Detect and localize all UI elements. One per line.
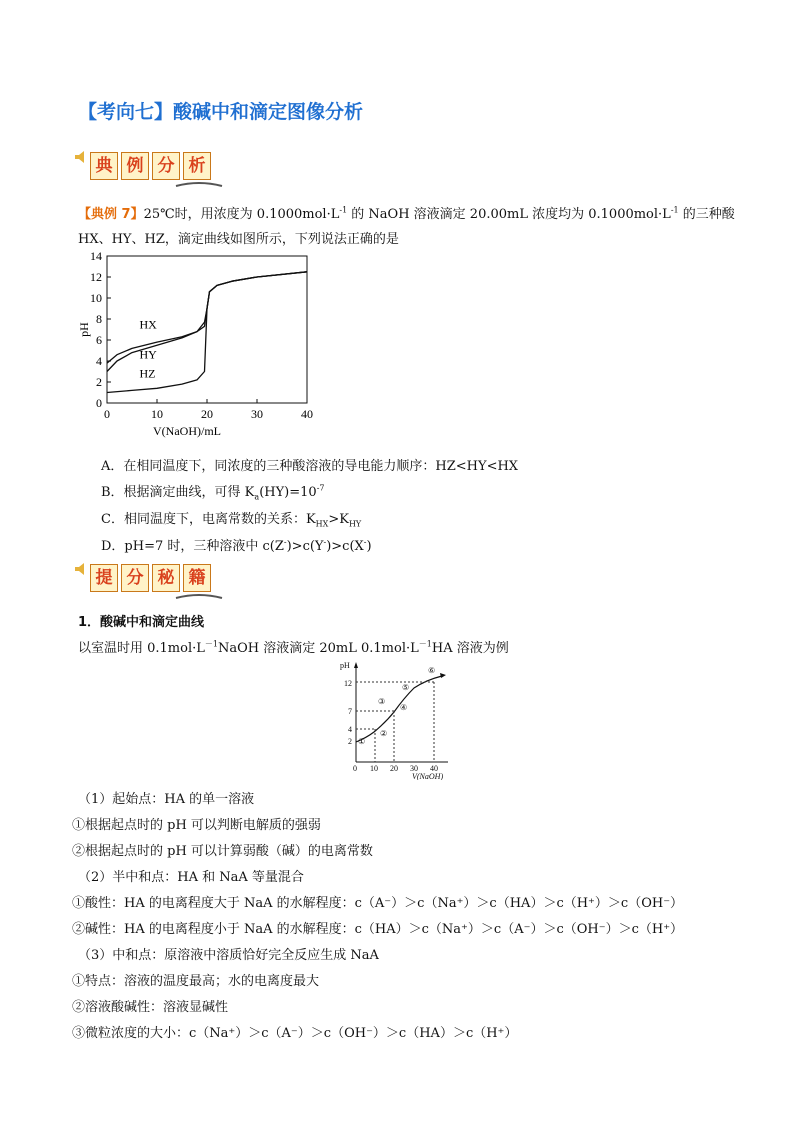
text: >K bbox=[328, 512, 349, 527]
x-axis-label: V(NaOH) bbox=[412, 772, 444, 780]
speaker-icon bbox=[74, 150, 88, 164]
banner-char: 析 bbox=[183, 152, 211, 180]
banner-char: 秘 bbox=[152, 564, 180, 592]
text: C．相同温度下，电离常数的关系：K bbox=[101, 512, 316, 527]
plot-frame bbox=[107, 256, 307, 403]
text: 25℃时，用浓度为 0.1000mol·L bbox=[143, 207, 340, 222]
example-tag: 【典例 7】 bbox=[78, 207, 144, 222]
text: )>c(Y bbox=[286, 539, 324, 554]
banner-example-analysis bbox=[74, 148, 224, 190]
sup: - bbox=[323, 537, 327, 547]
option-c[interactable] bbox=[101, 508, 361, 529]
note-line: （2）半中和点：HA 和 NaA 等量混合 bbox=[78, 870, 304, 885]
sub: a bbox=[254, 492, 260, 502]
sup: - bbox=[283, 537, 287, 547]
point-marker: ① bbox=[358, 737, 366, 746]
titration-chart bbox=[70, 248, 320, 448]
point-marker: ④ bbox=[400, 703, 408, 712]
y-tick-label: 6 bbox=[96, 333, 102, 347]
y-tick-label: 0 bbox=[96, 396, 102, 410]
point-marker: ③ bbox=[378, 697, 386, 706]
y-tick-label: 12 bbox=[90, 270, 102, 284]
note-line: （3）中和点：原溶液中溶质恰好完全反应生成 NaA bbox=[78, 948, 379, 963]
point-marker: ⑥ bbox=[428, 666, 436, 675]
example-line-2: HX、HY、HZ，滴定曲线如图所示，下列说法正确的是 bbox=[78, 232, 399, 247]
sub: HY bbox=[348, 519, 362, 529]
curve-label-hy: HY bbox=[139, 347, 157, 362]
option-d[interactable] bbox=[101, 535, 372, 554]
sup: - bbox=[363, 537, 367, 547]
x-tick-label: 30 bbox=[251, 407, 263, 421]
x-tick-label: 0 bbox=[353, 764, 357, 773]
y-axis-label: pH bbox=[77, 322, 91, 337]
note-line: ②溶液酸碱性：溶液显碱性 bbox=[72, 1000, 229, 1015]
curve-label-hx: HX bbox=[139, 317, 157, 332]
y-tick-label: 8 bbox=[96, 312, 102, 326]
banner-char: 分 bbox=[121, 564, 149, 592]
page-title: 【考向七】酸碱中和滴定图像分析 bbox=[78, 101, 364, 123]
x-axis-label: V(NaOH)/mL bbox=[153, 424, 221, 438]
curve-label-hz: HZ bbox=[139, 366, 156, 381]
text: HA 溶液为例 bbox=[431, 641, 509, 656]
text: )>c(X bbox=[326, 539, 364, 554]
y-tick-label: 7 bbox=[348, 707, 352, 716]
sub: HX bbox=[315, 519, 329, 529]
point-marker: ② bbox=[380, 729, 388, 738]
note-line: ①酸性：HA 的电离程度大于 NaA 的水解程度：c（A⁻）＞c（Na⁺）＞c（HA）＞c（H⁺）＞c（OH⁻） bbox=[72, 896, 684, 911]
y-tick-label: 12 bbox=[344, 679, 352, 688]
x-tick-label: 20 bbox=[390, 764, 398, 773]
x-tick-label: 10 bbox=[151, 407, 163, 421]
brush-decoration bbox=[174, 180, 224, 190]
sup: -7 bbox=[316, 483, 325, 493]
y-tick-label: 4 bbox=[96, 354, 102, 368]
y-tick-label: 10 bbox=[90, 291, 102, 305]
x-tick-label: 0 bbox=[104, 407, 110, 421]
note-line: ①根据起点时的 pH 可以判断电解质的强弱 bbox=[72, 818, 321, 833]
note-line: （1）起始点：HA 的单一溶液 bbox=[78, 792, 255, 807]
series-line-hz bbox=[107, 272, 307, 393]
section-intro bbox=[78, 637, 509, 656]
x-tick-label: 30 bbox=[410, 764, 418, 773]
text: B．根据滴定曲线，可得 K bbox=[101, 485, 255, 500]
note-line: ③微粒浓度的大小：c（Na⁺）＞c（A⁻）＞c（OH⁻）＞c（HA）＞c（H⁺） bbox=[72, 1026, 518, 1041]
text: 以室温时用 0.1mol·L bbox=[78, 641, 205, 656]
ha-titration-diagram bbox=[330, 658, 460, 780]
text: NaOH 溶液滴定 20mL 0.1mol·L bbox=[217, 641, 419, 656]
banner-char: 提 bbox=[90, 564, 118, 592]
banner-char: 例 bbox=[121, 152, 149, 180]
section-heading: 1．酸碱中和滴定曲线 bbox=[78, 615, 205, 630]
y-tick-label: 2 bbox=[96, 375, 102, 389]
x-tick-label: 40 bbox=[301, 407, 313, 421]
x-tick-label: 20 bbox=[201, 407, 213, 421]
y-tick-label: 2 bbox=[348, 737, 352, 746]
y-tick-label: 4 bbox=[348, 725, 352, 734]
sup: -1 bbox=[339, 205, 348, 215]
ha-curve bbox=[356, 676, 442, 742]
point-marker: ⑤ bbox=[402, 683, 410, 692]
text: (HY)=10 bbox=[259, 485, 317, 500]
text: ) bbox=[366, 539, 372, 554]
text: 的三种酸 bbox=[678, 207, 735, 222]
sup: －1 bbox=[204, 639, 218, 649]
chart-plot-area bbox=[77, 249, 313, 438]
banner-char: 籍 bbox=[183, 564, 211, 592]
note-line: ②根据起点时的 pH 可以计算弱酸（碱）的电离常数 bbox=[72, 844, 373, 859]
option-b[interactable] bbox=[101, 481, 324, 502]
y-tick-label: 14 bbox=[90, 249, 102, 263]
x-tick-label: 10 bbox=[370, 764, 378, 773]
banner-char: 分 bbox=[152, 152, 180, 180]
y-axis-label: pH bbox=[340, 661, 350, 670]
note-line: ①特点：溶液的温度最高；水的电离度最大 bbox=[72, 974, 320, 989]
text: 的 NaOH 溶液滴定 20.00mL 浓度均为 0.1000mol·L bbox=[347, 207, 671, 222]
brush-decoration bbox=[174, 592, 224, 602]
speaker-icon bbox=[74, 562, 88, 576]
banner-tips bbox=[74, 560, 224, 602]
banner-char: 典 bbox=[90, 152, 118, 180]
x-tick-label: 40 bbox=[430, 764, 438, 773]
option-a[interactable]: A．在相同温度下，同浓度的三种酸溶液的导电能力顺序：HZ<HY<HX bbox=[101, 459, 519, 474]
sup: -1 bbox=[670, 205, 679, 215]
note-line: ②碱性：HA 的电离程度小于 NaA 的水解程度：c（HA）＞c（Na⁺）＞c（A⁻）＞c（OH⁻）＞c（H⁺） bbox=[72, 922, 684, 937]
sup: －1 bbox=[418, 639, 432, 649]
text: D．pH=7 时，三种溶液中 c(Z bbox=[101, 539, 284, 554]
example-line-1 bbox=[78, 203, 735, 222]
